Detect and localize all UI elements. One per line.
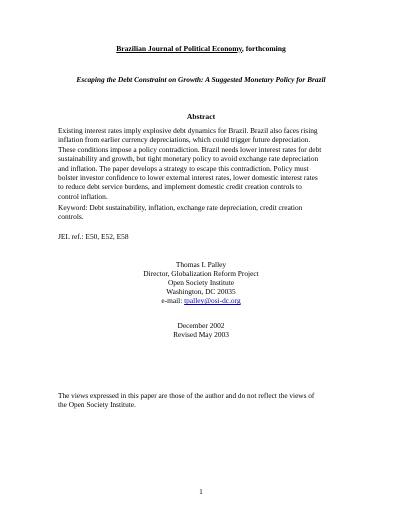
journal-name: Brazilian Journal of Political Economy (116, 44, 242, 53)
abstract-line: control inflation. (58, 191, 108, 201)
keywords (58, 203, 354, 222)
page-number: 1 (199, 487, 203, 496)
paper-title: Escaping the Debt Constraint on Growth: A Suggested Monetary Policy for Brazil (76, 75, 326, 84)
author-city: Washington, DC 20035 (166, 287, 236, 297)
keywords-line: Keyword: Debt sustainability, inflation, exchange rate depreciation, credit creation (58, 203, 303, 212)
abstract-body (58, 126, 354, 201)
abstract-line: to reduce debt service burdens, and implement domestic credit creation controls to (58, 182, 302, 192)
keywords-line: controls. (58, 212, 84, 222)
abstract-line: Existing interest rates imply explosive debt dynamics for Brazil. Brazil also faces rising (58, 126, 318, 135)
journal-status: , forthcoming (241, 44, 286, 53)
jel-codes: JEL ref.: E50, E52, E58 (58, 232, 129, 241)
author-name: Thomas I. Palley (175, 260, 227, 269)
author-block (0, 260, 402, 305)
author-email-row (0, 296, 402, 305)
abstract-line: inflation from earlier currency depreciations, which could trigger future depreciation. (58, 135, 311, 145)
abstract-line: These conditions impose a policy contradiction. Brazil needs lower interest rates for debt (58, 144, 322, 154)
author-position: Director, Globalization Reform Project (143, 269, 259, 279)
disclaimer-line: The views expressed in this paper are those of the author and do not reflect the views of (58, 391, 315, 400)
date-block (0, 321, 402, 339)
revision-date: Revised May 2003 (173, 330, 229, 340)
abstract-line: and inflation. The paper develops a strategy to escape this contradiction. Policy must (58, 163, 309, 173)
abstract-heading: Abstract (186, 112, 216, 121)
author-institute: Open Society Institute (167, 278, 235, 288)
publication-date: December 2002 (177, 321, 225, 330)
journal-header (0, 44, 402, 53)
abstract-line: bolster investor confidence to lower external interest rates, lower domestic interest rates (58, 173, 318, 183)
email-label: e-mail: (161, 296, 185, 306)
abstract-line: sustainability and growth, but tight monetary policy to avoid exchange rate depreciation (58, 154, 319, 164)
disclaimer-line: the Open Society Institute. (58, 400, 136, 410)
email-link[interactable]: tpalley@osi-dc.org (184, 296, 241, 306)
disclaimer (58, 391, 362, 410)
